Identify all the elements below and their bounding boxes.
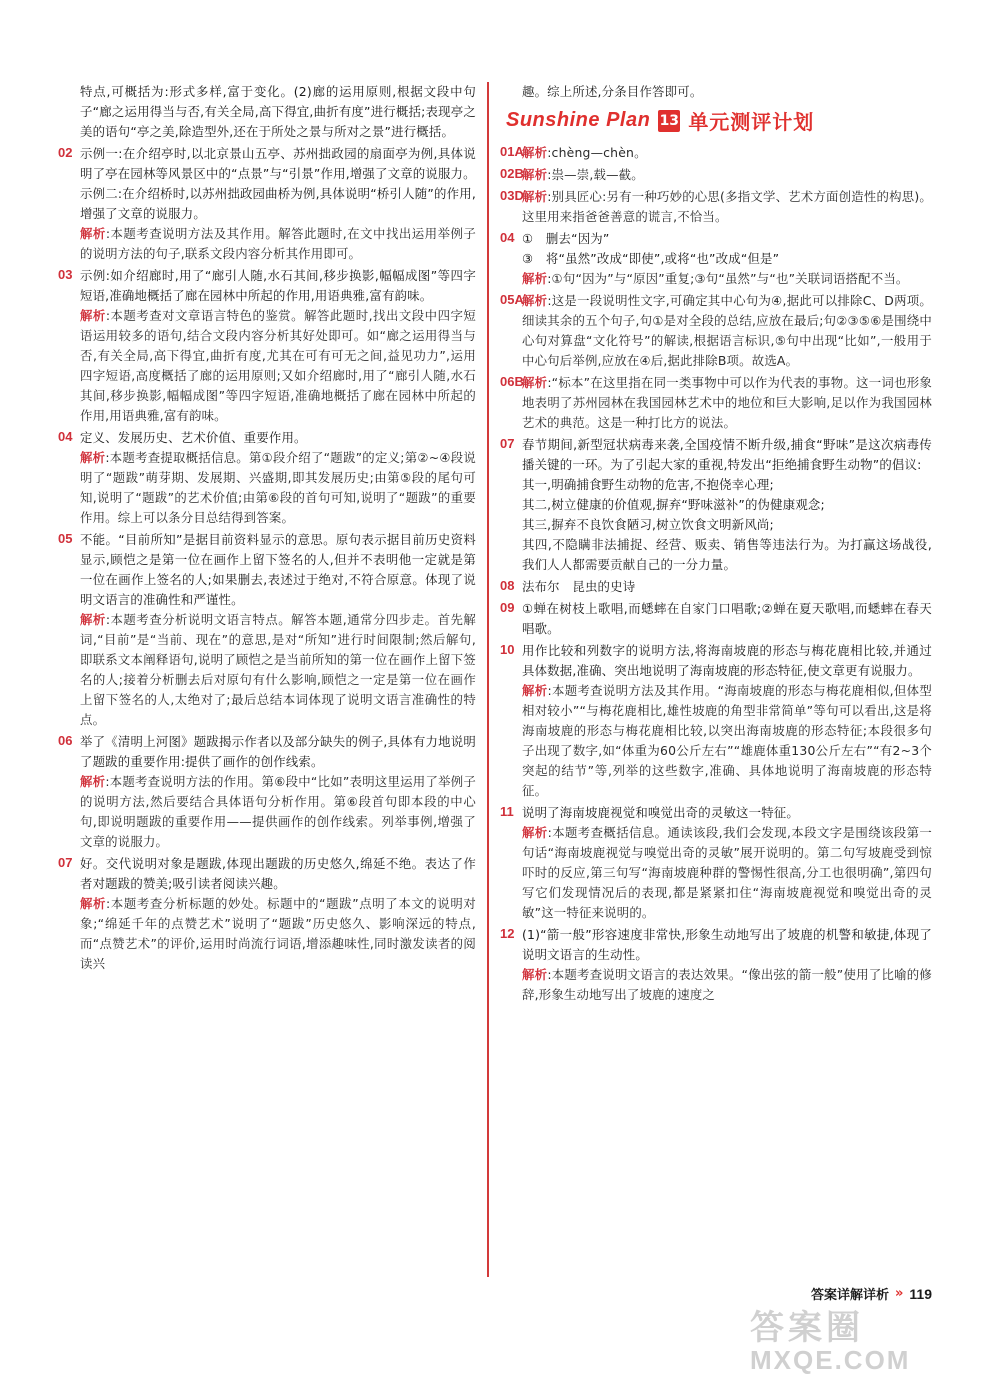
analysis-text <box>500 681 932 801</box>
question-number: 04 <box>500 230 515 245</box>
analysis-label: 解析 <box>522 375 548 390</box>
analysis-text <box>500 269 932 289</box>
answer-item <box>58 428 476 528</box>
analysis-text <box>58 224 476 264</box>
analysis-text <box>500 823 932 923</box>
analysis-label: 解析 <box>522 683 548 698</box>
answer-text: 用作比较和列数字的说明方法,将海南坡鹿的形态与梅花鹿相比较,并通过具体数据,准确、突出地说明了海南坡鹿的形态特征,使文章更有说服力。 <box>522 643 932 678</box>
analysis-label: 解析 <box>522 967 548 982</box>
answer-text: ① 删去“因为” <box>522 231 610 246</box>
answer-item <box>58 854 476 974</box>
footer-label: 答案详解详析 <box>810 1288 889 1303</box>
analysis-label: 解析 <box>522 145 548 160</box>
plan-title: Sunshine Plan <box>506 109 651 131</box>
answer-item <box>500 641 932 801</box>
answer-item <box>500 143 932 163</box>
answer-text: 不能。“目前所知”是据目前资料显示的意思。原句表示据目前历史资料显示,顾恺之是第一位在画作上留下签名的人,但并不表明他一定就是第一位在画作上签名的人;如果删去,表述过于绝对,不符合原意。体现了说明文语言的准确性和严谨性。 <box>80 532 476 607</box>
analysis-text <box>500 165 932 185</box>
analysis-label: 解析 <box>522 271 548 286</box>
plan-subtitle: 单元测评计划 <box>688 110 815 134</box>
left-column <box>58 82 476 976</box>
analysis-text <box>500 291 932 371</box>
analysis-text <box>58 610 476 730</box>
answer-text: 示例二:在介绍桥时,以苏州拙政园曲桥为例,具体说明“桥引人随”的作用,增强了文章的说服力。 <box>80 186 476 221</box>
answer-text: 说明了海南坡鹿视觉和嗅觉出奇的灵敏这一特征。 <box>522 805 799 820</box>
answer-item <box>500 435 932 575</box>
analysis-label: 解析 <box>80 774 106 789</box>
analysis-label: 解析 <box>522 189 548 204</box>
question-number: 01A <box>500 144 524 159</box>
answer-item <box>500 925 932 1005</box>
analysis-text <box>500 373 932 433</box>
answer-item <box>500 291 932 371</box>
answer-text: 其四,不隐瞒非法捕捉、经营、贩卖、销售等违法行为。为打赢这场战役,我们人人都需要贡献自己的一分力量。 <box>522 537 932 572</box>
question-number: 10 <box>500 642 515 657</box>
analysis-body: :这是一段说明性文字,可确定其中心句为④,据此可以排除C、D两项。细读其余的五个句子,句①是对全段的总结,应放在最后;句②③⑤⑥是围绕中心句对算盘“文化符号”的解读,根据语言标识,⑤句中出现“比如”,一般用于中心句后举例,应放在④后,据此排除B项。故选A。 <box>522 293 933 368</box>
answer-item <box>58 530 476 730</box>
question-number: 09 <box>500 600 515 615</box>
question-number: 02 <box>58 145 73 160</box>
chevron-right-icon: » <box>895 1286 904 1301</box>
answer-text: 举了《清明上河图》题跋揭示作者以及部分缺失的例子,具体有力地说明了题跋的重要作用:提供了画作的创作线索。 <box>80 734 476 769</box>
answer-text: 好。交代说明对象是题跋,体现出题跋的历史悠久,绵延不绝。表达了作者对题跋的赞美;吸引读者阅读兴趣。 <box>80 856 476 891</box>
question-number: 04 <box>58 429 73 444</box>
watermark-line2: MXQE.COM <box>750 1345 911 1375</box>
plan-badge: 13 <box>658 110 680 132</box>
question-number: 06B <box>500 374 524 389</box>
analysis-label: 解析 <box>80 308 106 323</box>
answer-item <box>500 187 932 227</box>
analysis-label: 解析 <box>522 825 548 840</box>
analysis-body: :祟—崇,载—截。 <box>547 167 644 182</box>
analysis-body: :本题考查说明方法及其作用。解答此题时,在文中找出运用举例子的说明方法的句子,联系文段内容分析其作用即可。 <box>80 226 476 261</box>
question-number: 06 <box>58 733 73 748</box>
analysis-text <box>58 306 476 426</box>
answer-item <box>500 373 932 433</box>
question-number: 03 <box>58 267 73 282</box>
right-column <box>500 82 932 1007</box>
analysis-body: :“标本”在这里指在同一类事物中可以作为代表的事物。这一词也形象地表明了苏州园林在我国园林艺术中的地位和巨大影响,足以作为我国园林艺术的典范。这是一种打比方的说法。 <box>522 375 932 430</box>
question-number: 02B <box>500 166 524 181</box>
answer-text: 特点,可概括为:形式多样,富于变化。(2)廊的运用原则,根据文段中句子“廊之运用得当与否,有关全局,高下得宜,曲折有度”进行概括;表现亭之美的语句“亭之美,除造型外,还在于所处之景与所对之景”进行概括。 <box>80 84 476 139</box>
answer-item <box>500 599 932 639</box>
watermark <box>750 1300 970 1375</box>
answer-text: ③ 将“虽然”改成“即使”,或将“也”改成“但是” <box>522 251 780 266</box>
section-header <box>506 106 932 135</box>
analysis-label: 解析 <box>80 226 106 241</box>
answer-text: 法布尔 昆虫的史诗 <box>522 579 636 594</box>
question-number: 07 <box>58 855 73 870</box>
answer-text: 其一,明确捕食野生动物的危害,不抱侥幸心理; <box>522 477 774 492</box>
analysis-text <box>58 894 476 974</box>
analysis-body: :①句“因为”与“原因”重复;③句“虽然”与“也”关联词语搭配不当。 <box>547 271 909 286</box>
analysis-text <box>500 965 932 1005</box>
analysis-text <box>58 448 476 528</box>
analysis-body: :本题考查说明文语言的表达效果。“像出弦的箭一般”使用了比喻的修辞,形象生动地写出了坡鹿的速度之 <box>522 967 932 1002</box>
answer-text: 其三,摒弃不良饮食陋习,树立饮食文明新风尚; <box>522 517 774 532</box>
analysis-body: :本题考查说明方法的作用。第⑥段中“比如”表明这里运用了举例子的说明方法,然后要结合具体语句分析作用。第⑥段首句即本段的中心句,即说明题跋的重要作用——提供画作的创作线索。列举事例,增强了文章的说服力。 <box>80 774 476 849</box>
answer-item <box>500 577 932 597</box>
answer-text: 春节期间,新型冠状病毒来袭,全国疫情不断升级,捕食“野味”是这次病毒传播关键的一环。为了引起大家的重视,特发出“拒绝捕食野生动物”的倡议: <box>522 437 932 472</box>
question-number: 12 <box>500 926 515 941</box>
answer-text: (1)“箭一般”形容速度非常快,形象生动地写出了坡鹿的机警和敏捷,体现了说明文语言的生动性。 <box>522 927 932 962</box>
page-number: 119 <box>909 1285 932 1302</box>
analysis-label: 解析 <box>522 293 548 308</box>
analysis-body: :本题考查分析标题的妙处。标题中的“题跋”点明了本文的说明对象;“绵延千年的点赞艺术”说明了“题跋”历史悠久、影响深远的特点,而“点赞艺术”的评价,运用时尚流行词语,增添趣味性,同时激发读者的阅读兴 <box>80 896 477 971</box>
column-divider <box>487 82 489 1277</box>
answer-item <box>500 803 932 923</box>
right-answer-list <box>500 143 932 1005</box>
answer-item <box>500 165 932 185</box>
answer-text: 示例一:在介绍亭时,以北京景山五亭、苏州拙政园的扇面亭为例,具体说明了亭在园林等风景区中的“点景”与“引景”作用,增强了文章的说服力。 <box>80 146 476 181</box>
analysis-label: 解析 <box>522 167 548 182</box>
answer-text: 示例:如介绍廊时,用了“廊引人随,水石其间,移步换影,幅幅成图”等四字短语,准确地概括了廊在园林中所起的作用,用语典雅,富有韵味。 <box>80 268 476 303</box>
analysis-text <box>58 772 476 852</box>
intro-text: 趣。综上所述,分条目作答即可。 <box>522 84 703 99</box>
question-number: 05 <box>58 531 73 546</box>
question-number: 05A <box>500 292 524 307</box>
question-number: 08 <box>500 578 515 593</box>
watermark-line1: 答案圈 <box>750 1309 864 1347</box>
answer-text: ①蝉在树枝上歌唱,而蟋蟀在自家门口唱歌;②蝉在夏天歌唱,而蟋蟀在春天唱歌。 <box>522 601 932 636</box>
analysis-label: 解析 <box>80 612 106 627</box>
answer-item <box>58 732 476 852</box>
analysis-body: :chèng—chèn。 <box>547 145 647 160</box>
analysis-label: 解析 <box>80 450 106 465</box>
analysis-body: :本题考查说明方法及其作用。“海南坡鹿的形态与梅花鹿相似,但体型相对较小”“与梅花鹿相比,雄性坡鹿的角型非常简单”等句可以看出,这是将海南坡鹿的形态与梅花鹿相比较,以突出海南坡鹿的形态特征;本段很多句子出现了数字,如“体重为60公斤左右”“雄鹿体重130公斤左右”“有2~3个突起的结节”等,列举的这些数字,准确、具体地说明了海南坡鹿的形态特征。 <box>522 683 933 798</box>
answer-item <box>58 144 476 264</box>
analysis-body: :本题考查概括信息。通读该段,我们会发现,本段文字是围绕该段第一句话“海南坡鹿视觉与嗅觉出奇的灵敏”展开说明的。第二句写坡鹿受到惊吓时的反应,第三句写“海南坡鹿种群的警惕性很高,分工也很明确”,第四句写它们发现情况后的表现,都是紧紧扣住“海南坡鹿视觉和嗅觉出奇的灵敏”这一特征来说明的。 <box>522 825 932 920</box>
analysis-body: :别具匠心:另有一种巧妙的心思(多指文学、艺术方面创造性的构思)。这里用来指爸爸善意的谎言,不恰当。 <box>522 189 932 224</box>
analysis-text <box>500 143 932 163</box>
analysis-label: 解析 <box>80 896 107 911</box>
analysis-body: :本题考查分析说明文语言特点。解答本题,通常分四步走。首先解词,“目前”是“当前、现在”的意思,是对“所知”进行时间限制;然后解句,即联系文本阐释语句,说明了顾恺之是当前所知的第一位在画作上留下签名的人;接着分析删去后对原句有什么影响,顾恺之一定是第一位在画作上留下签名的人,太绝对了;最后总结本词体现了说明文语言准确性的特点。 <box>80 612 476 727</box>
answer-text: 其二,树立健康的价值观,摒弃“野味滋补”的伪健康观念; <box>522 497 825 512</box>
answer-item <box>58 82 476 142</box>
question-number: 07 <box>500 436 515 451</box>
question-number: 03D <box>500 188 524 203</box>
analysis-text <box>500 187 932 227</box>
answer-text: 定义、发展历史、艺术价值、重要作用。 <box>80 430 307 445</box>
answer-item <box>58 266 476 426</box>
analysis-body: :本题考查对文章语言特色的鉴赏。解答此题时,找出文段中四字短语运用较多的语句,结合文段内容分析其好处即可。如“廊之运用得当与否,有关全局,高下得宜,曲折有度,尤其在可有可无之间,益见功力”,运用四字短语,高度概括了廊的运用原则;又如介绍廊时,用了“廊引人随,水石其间,移步换影,幅幅成图”等四字短语,准确地概括了廊在园林中所起的作用,用语典雅,富有韵味。 <box>80 308 476 423</box>
answer-item <box>500 229 932 289</box>
question-number: 11 <box>500 804 514 819</box>
analysis-body: :本题考查提取概括信息。第①段介绍了“题跋”的定义;第②~④段说明了“题跋”萌芽期、发展期、兴盛期,即其发展历史;由第⑤段的尾句可知,说明了“题跋”的艺术价值;由第⑥段的首句可知,说明了“题跋”的重要作用。综上可以条分目总结得到答案。 <box>80 450 476 525</box>
